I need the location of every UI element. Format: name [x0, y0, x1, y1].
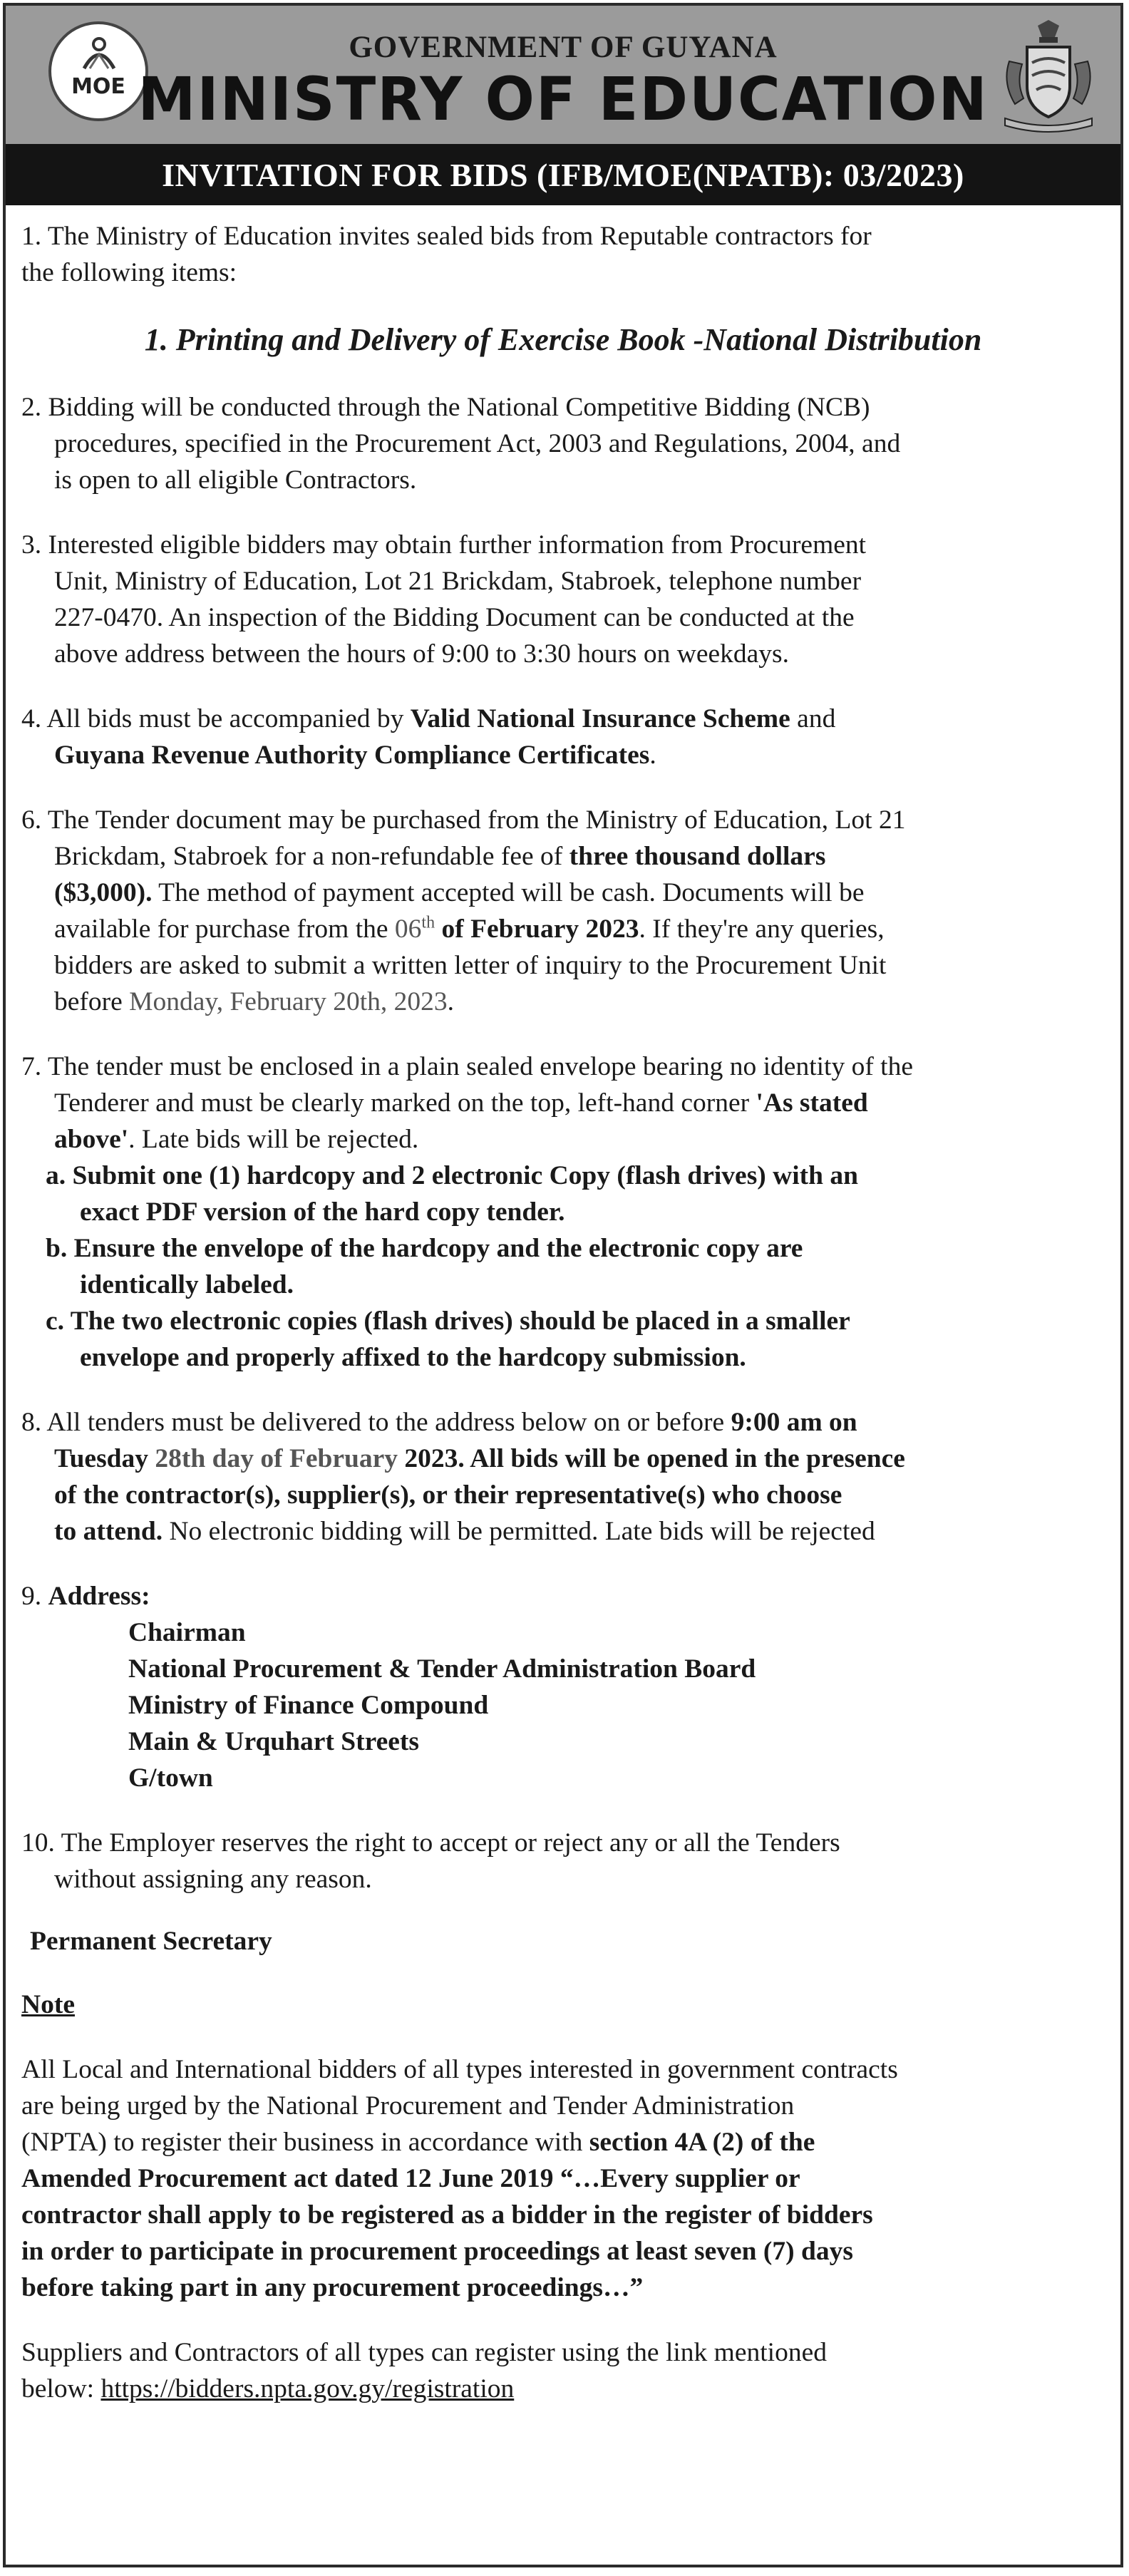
text-line	[21, 1085, 1105, 1121]
header	[6, 6, 1120, 144]
text-run: available for purchase from the	[54, 915, 395, 944]
text-line	[21, 701, 1105, 737]
gra-requirement: Guyana Revenue Authority Compliance Certificates	[54, 741, 650, 770]
marking-text: above'	[54, 1125, 129, 1154]
text-line	[21, 984, 1105, 1020]
marking-text: 'As stated	[756, 1088, 868, 1118]
text-line: exact PDF version of the hard copy tender.	[80, 1197, 565, 1227]
text-line: 6. The Tender document may be purchased from the Ministry of Education, Lot 21	[21, 805, 906, 835]
text-line: 227-0470. An inspection of the Bidding Document can be conducted at the	[54, 603, 855, 632]
paragraph-2	[21, 389, 1105, 498]
paragraph-9	[21, 1578, 1105, 1796]
text-line: 1. The Ministry of Education invites sealed bids from Reputable contractors for	[21, 222, 872, 251]
text-line: 7. The tender must be enclosed in a plain sealed envelope bearing no identity of the	[21, 1052, 913, 1081]
deadline-time: 9:00 am on	[731, 1408, 857, 1437]
text-line	[21, 1404, 1105, 1441]
item-title: 1. Printing and Delivery of Exercise Book -National Distribution	[144, 322, 982, 357]
text-line: Suppliers and Contractors of all types can register using the link mentioned	[21, 2338, 827, 2367]
fee-text: three thousand dollars	[569, 842, 826, 871]
text-run: below:	[21, 2374, 101, 2404]
logo-text: MOE	[71, 73, 125, 99]
text-run: to attend.	[54, 1517, 163, 1546]
text-line	[21, 838, 1105, 875]
paragraph-4	[21, 701, 1105, 773]
text-line: procedures, specified in the Procurement Act, 2003 and Regulations, 2004, and	[54, 429, 901, 458]
ministry-title: MINISTRY OF EDUCATION	[138, 64, 989, 134]
nis-requirement: Valid National Insurance Scheme	[410, 704, 790, 733]
text-line	[21, 1578, 1105, 1614]
coat-of-arms-icon	[995, 19, 1102, 133]
ifb-banner: INVITATION FOR BIDS (IFB/MOE(NPATB): 03/2023)	[6, 144, 1120, 205]
text-run: and	[790, 704, 836, 733]
government-title: GOVERNMENT OF GUYANA	[349, 31, 778, 64]
date-month: of February 2023	[435, 915, 639, 944]
text-run: 2023. All bids will be opened in the presence	[398, 1444, 905, 1473]
advertisement-page	[3, 3, 1123, 2567]
text-line	[21, 1121, 1105, 1158]
text-line: 10. The Employer reserves the right to accept or reject any or all the Tenders	[21, 1828, 840, 1858]
text-line: of the contractor(s), supplier(s), or their representative(s) who choose	[54, 1480, 842, 1510]
text-run: 4. All bids must be accompanied by	[21, 704, 411, 733]
text-line: before taking part in any procurement proceedings…”	[21, 2273, 644, 2302]
text-line: envelope and properly affixed to the hardcopy submission.	[80, 1343, 746, 1372]
deadline-day: Tuesday	[54, 1444, 155, 1473]
content	[6, 205, 1120, 2407]
text-run: .	[649, 741, 656, 770]
text-line	[21, 1513, 1105, 1550]
paragraph-10	[21, 1825, 1105, 1897]
address-line: National Procurement & Tender Administration Board	[128, 1654, 756, 1684]
text-line: Unit, Ministry of Education, Lot 21 Brickdam, Stabroek, telephone number	[54, 567, 862, 596]
text-line	[21, 911, 1105, 947]
signature: Permanent Secretary	[30, 1927, 272, 1956]
address-line: G/town	[128, 1763, 213, 1793]
address-label: Address:	[48, 1582, 150, 1611]
address-line: Chairman	[128, 1618, 246, 1647]
deadline-date: 28th day of February	[155, 1444, 398, 1473]
text-run: before	[54, 987, 130, 1016]
text-line: c. The two electronic copies (flash drives) should be placed in a smaller	[46, 1307, 850, 1336]
paragraph-7	[21, 1049, 1105, 1376]
sub-item-a	[21, 1158, 1105, 1230]
address-line: Ministry of Finance Compound	[128, 1691, 489, 1720]
text-line: identically labeled.	[80, 1270, 294, 1299]
text-line	[21, 1441, 1105, 1477]
text-line	[21, 875, 1105, 911]
text-line: above address between the hours of 9:00 to 3:30 hours on weekdays.	[54, 639, 790, 669]
date-suffix: th	[421, 913, 435, 932]
text-run: section 4A (2) of the	[589, 2128, 815, 2157]
text-run: Tenderer and must be clearly marked on the top, left-hand corner	[54, 1088, 756, 1118]
paragraph-6	[21, 802, 1105, 1020]
registration-paragraph	[21, 2334, 1105, 2407]
text-line	[21, 2124, 1105, 2160]
text-line: bidders are asked to submit a written letter of inquiry to the Procurement Unit	[54, 951, 887, 980]
note-title: Note	[21, 1990, 75, 2019]
address-line: Main & Urquhart Streets	[128, 1727, 419, 1756]
text-line: All Local and International bidders of all types interested in government contracts	[21, 2055, 898, 2084]
sub-item-c	[21, 1303, 1105, 1376]
text-line: are being urged by the National Procurement and Tender Administration	[21, 2091, 795, 2121]
text-run: 8. All tenders must be delivered to the address below on or before	[21, 1408, 731, 1437]
text-run: No electronic bidding will be permitted. Late bids will be rejected	[163, 1517, 875, 1546]
paragraph-3	[21, 527, 1105, 672]
paragraph-1	[21, 218, 1105, 291]
text-run: (NPTA) to register their business in accordance with	[21, 2128, 589, 2157]
text-line	[21, 737, 1105, 773]
text-line: a. Submit one (1) hardcopy and 2 electronic Copy (flash drives) with an	[46, 1161, 858, 1190]
text-line: is open to all eligible Contractors.	[54, 465, 417, 495]
text-run: 9.	[21, 1582, 48, 1611]
text-line: without assigning any reason.	[54, 1865, 372, 1894]
text-line: 2. Bidding will be conducted through the National Competitive Bidding (NCB)	[21, 393, 870, 422]
inquiry-deadline: Monday, February 20th, 2023	[129, 987, 448, 1016]
text-run: . If they're any queries,	[639, 915, 885, 944]
text-line: 3. Interested eligible bidders may obtain further information from Procurement	[21, 530, 867, 560]
text-run: . Late bids will be rejected.	[128, 1125, 419, 1154]
text-run: The method of payment accepted will be cash. Documents will be	[152, 878, 865, 907]
text-run: Brickdam, Stabroek for a non-refundable fee of	[54, 842, 569, 871]
text-line: the following items:	[21, 258, 237, 287]
registration-link[interactable]: https://bidders.npta.gov.gy/registration	[100, 2374, 515, 2404]
text-line: in order to participate in procurement proceedings at least seven (7) days	[21, 2237, 853, 2266]
text-run: .	[447, 987, 454, 1016]
note-paragraph	[21, 2051, 1105, 2306]
date-day: 06	[394, 915, 422, 944]
paragraph-8	[21, 1404, 1105, 1550]
text-line: Amended Procurement act dated 12 June 2019 “…Every supplier or	[21, 2164, 800, 2193]
fee-amount: ($3,000).	[54, 878, 153, 907]
text-line: contractor shall apply to be registered as a bidder in the register of bidders	[21, 2200, 873, 2230]
sub-item-b	[21, 1230, 1105, 1303]
text-line: b. Ensure the envelope of the hardcopy and the electronic copy are	[46, 1234, 803, 1263]
text-line	[21, 2371, 1105, 2407]
